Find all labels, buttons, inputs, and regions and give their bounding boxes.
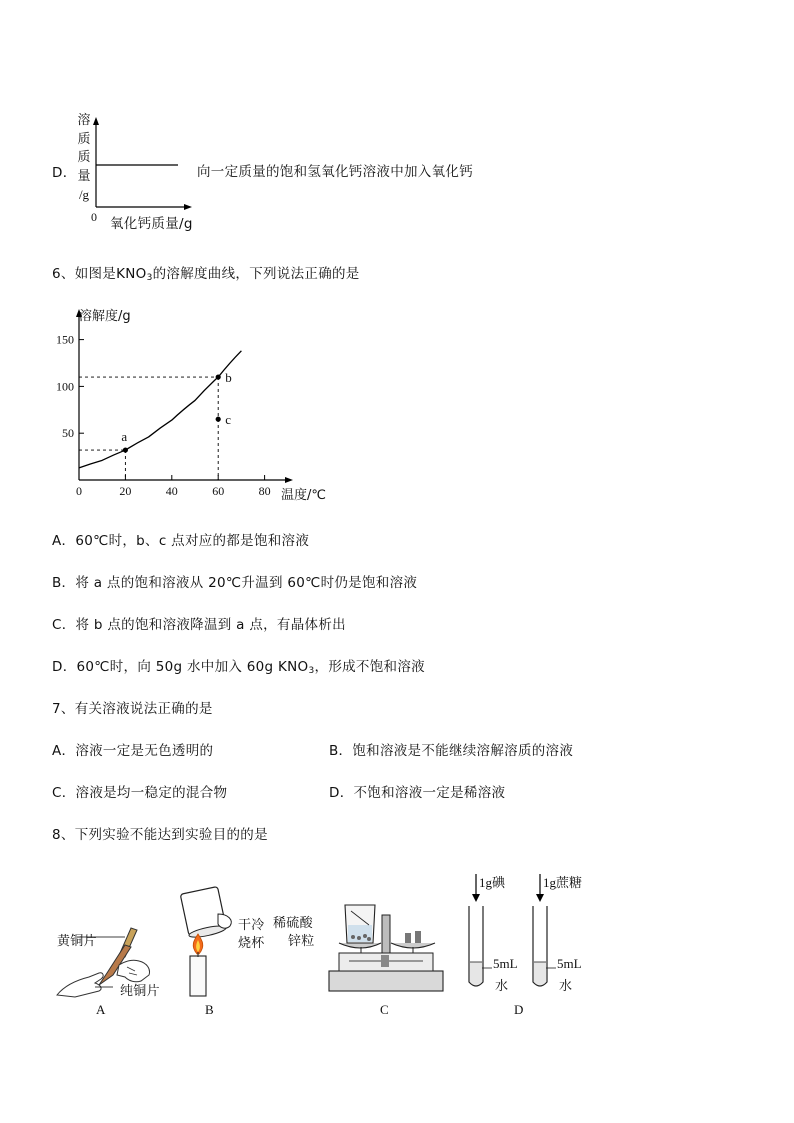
q7-stem: 7、有关溶液说法正确的是 — [52, 701, 213, 717]
label-dry-cold-line1: 干冷 — [238, 918, 265, 933]
x-axis-label: 温度/℃ — [281, 488, 326, 503]
q6-stem: 6、如图是$KNO_3$的溶解度曲线，下列说法正确的是 — [52, 266, 360, 283]
label-copper: 纯铜片 — [120, 984, 160, 999]
q7-option-d: D．不饱和溶液一定是稀溶液 — [329, 785, 506, 801]
point-b — [216, 374, 221, 379]
point-label-c: c — [225, 412, 231, 428]
q6-option-a: A．60℃时，b、c 点对应的都是饱和溶液 — [52, 533, 310, 549]
label-water-2: 水 — [559, 979, 573, 994]
x-tick-label: 80 — [258, 484, 271, 498]
caption-d: D — [514, 1002, 524, 1017]
q7-option-c: C．溶液是均一稳定的混合物 — [52, 785, 228, 801]
label-brass: 黄铜片 — [57, 934, 97, 949]
x-axis-arrow — [285, 477, 293, 483]
label-dilute-acid: 稀硫酸 — [273, 916, 313, 931]
y-axis-label: 溶 质 质 量 /g — [77, 113, 91, 202]
caption-c: C — [380, 1002, 389, 1017]
point-a — [123, 447, 128, 452]
q8-stem: 8、下列实验不能达到实验目的的是 — [52, 827, 268, 843]
y-tick-label: 150 — [56, 332, 74, 347]
point-label-a: a — [121, 429, 128, 445]
x-tick-label: 60 — [212, 484, 225, 498]
q6-option-b: B．将 a 点的饱和溶液从 20℃升温到 60℃时仍是饱和溶液 — [52, 575, 418, 591]
q6-option-d: D．60℃时，向 50g 水中加入 60g $KNO_3$，形成不饱和溶液 — [52, 659, 425, 676]
point-label-b: b — [225, 370, 232, 386]
label-volume-1: 5mL — [493, 956, 518, 971]
candle-beaker-drawing — [168, 880, 248, 1000]
origin-label: 0 — [91, 210, 97, 224]
caption-b: B — [205, 1002, 214, 1017]
q7-option-a: A．溶液一定是无色透明的 — [52, 743, 214, 759]
label-zinc: 锌粒 — [288, 934, 315, 949]
y-tick-label: 100 — [56, 379, 74, 394]
x-tick-label: 0 — [76, 484, 82, 498]
x-tick-label: 40 — [165, 484, 178, 498]
y-axis-label: 溶解度/g — [79, 309, 131, 324]
solubility-chart — [40, 300, 340, 510]
y-tick-label: 50 — [62, 426, 74, 441]
label-dry-cold-line2: 烧杯 — [238, 936, 265, 951]
q6-option-c: C．将 b 点的饱和溶液降温到 a 点，有晶体析出 — [52, 617, 346, 633]
label-sucrose: 1g蔗糖 — [543, 875, 583, 890]
q7-option-b: B．饱和溶液是不能继续溶解溶质的溶液 — [329, 743, 574, 759]
x-axis-label: 氧化钙质量/g — [110, 216, 193, 232]
graph-description: 向一定质量的饱和氢氧化钙溶液中加入氧化钙 — [197, 164, 473, 180]
label-iodine: 1g碘 — [479, 875, 506, 890]
option-letter: D． — [52, 165, 77, 181]
label-volume-2: 5mL — [557, 956, 582, 971]
point-c — [216, 417, 221, 422]
caption-a: A — [96, 1002, 106, 1017]
balance-drawing — [325, 895, 450, 997]
x-tick-label: 20 — [119, 484, 132, 498]
label-water-1: 水 — [495, 979, 509, 994]
